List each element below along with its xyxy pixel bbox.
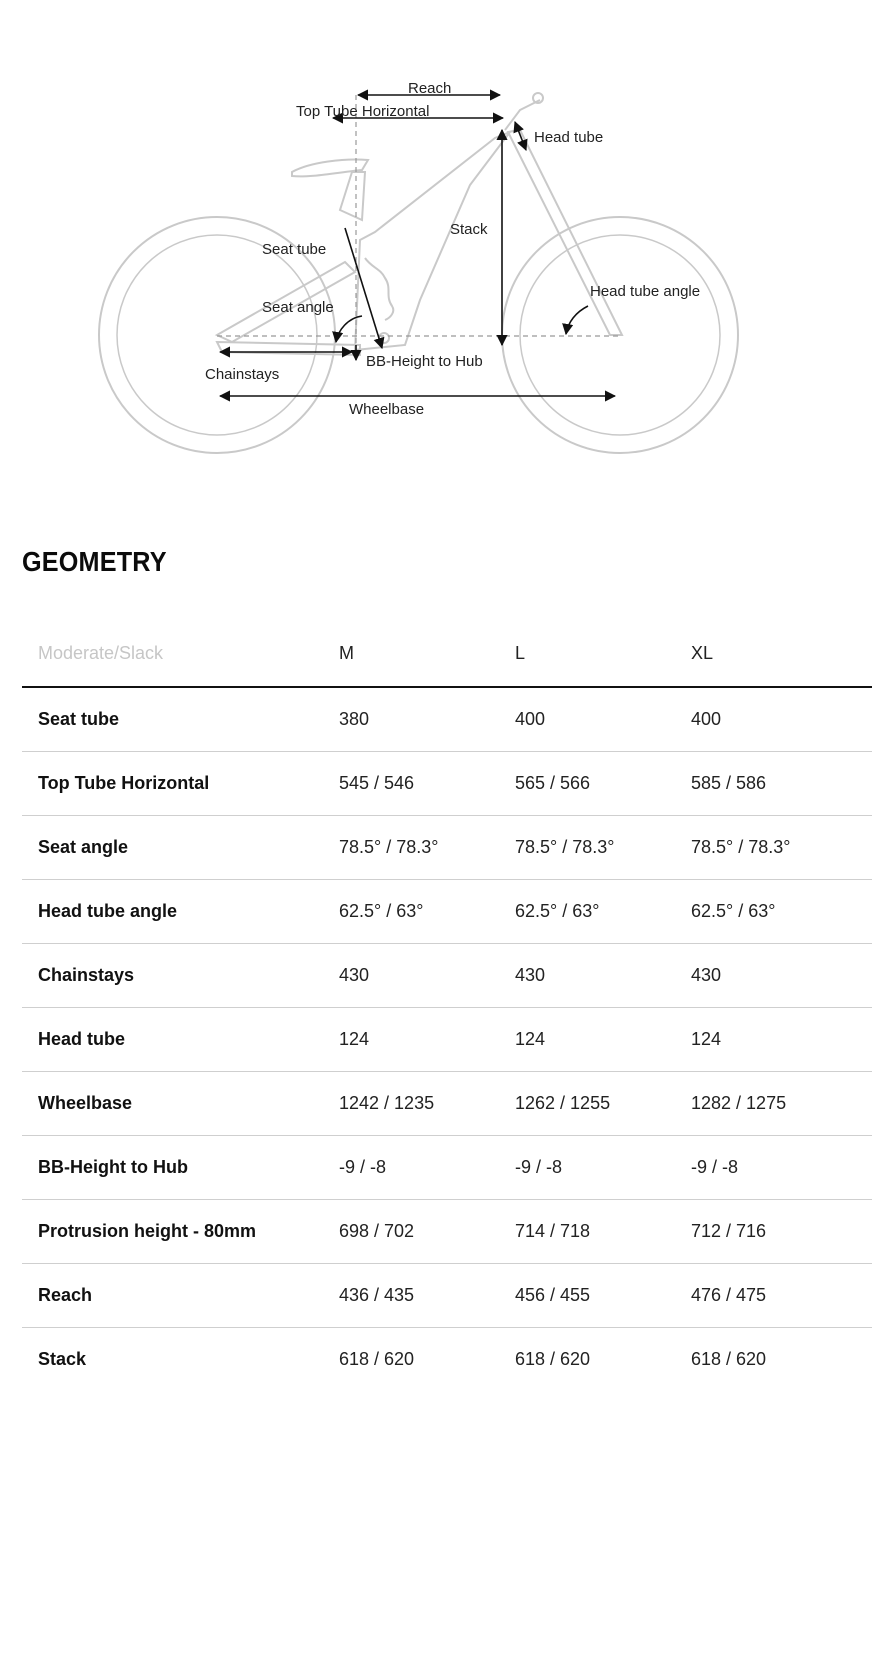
row-value: 1262 / 1255 — [515, 1093, 611, 1113]
row-value: -9 / -8 — [339, 1157, 387, 1177]
row-value: 430 — [691, 965, 722, 985]
top-tube-label: Top Tube Horizontal — [296, 103, 430, 120]
row-value: 618 / 620 — [691, 1349, 767, 1369]
chainstays-label: Chainstays — [205, 366, 280, 383]
row-label: Wheelbase — [38, 1093, 133, 1113]
row-label: Reach — [38, 1285, 93, 1305]
row-value: 430 — [515, 965, 546, 985]
row-value: 78.5° / 78.3° — [515, 837, 615, 857]
geometry-table — [22, 620, 872, 1391]
seat-post — [340, 172, 365, 220]
row-value: -9 / -8 — [691, 1157, 739, 1177]
row-label: Top Tube Horizontal — [38, 773, 210, 793]
seat-angle-label: Seat angle — [262, 299, 334, 316]
table-row — [22, 816, 872, 880]
frame-front — [355, 132, 510, 350]
reach-label: Reach — [408, 80, 452, 97]
row-value: 456 / 455 — [515, 1285, 591, 1305]
row-value: 78.5° / 78.3° — [691, 837, 791, 857]
stack-label: Stack — [450, 221, 488, 238]
bike-illustration — [0, 0, 895, 500]
section-title: GEOMETRY — [22, 546, 167, 577]
row-label: BB-Height to Hub — [38, 1157, 188, 1177]
header-variant-label: Moderate/Slack — [38, 642, 164, 663]
table-body — [22, 688, 872, 1391]
header-size-m: M — [339, 642, 354, 663]
row-value: 62.5° / 63° — [515, 901, 600, 921]
row-value: 1282 / 1275 — [691, 1093, 787, 1113]
row-value: 476 / 475 — [691, 1285, 767, 1305]
row-value: 62.5° / 63° — [691, 901, 776, 921]
head-tube-label: Head tube — [534, 129, 604, 146]
wheelbase-label: Wheelbase — [349, 401, 425, 418]
table-row — [22, 1136, 872, 1200]
row-label: Chainstays — [38, 965, 135, 985]
row-value: 545 / 546 — [339, 773, 415, 793]
row-value: 698 / 702 — [339, 1221, 415, 1241]
header-size-xl: XL — [691, 642, 714, 663]
shock-spring — [365, 258, 393, 320]
row-value: 585 / 586 — [691, 773, 767, 793]
row-value: 714 / 718 — [515, 1221, 591, 1241]
geometry-diagram — [0, 0, 895, 500]
seat-tube-label: Seat tube — [262, 241, 327, 258]
table-row — [22, 1008, 872, 1072]
row-value: 1242 / 1235 — [339, 1093, 435, 1113]
row-value: 62.5° / 63° — [339, 901, 424, 921]
header-size-l: L — [515, 642, 526, 663]
table-row — [22, 752, 872, 816]
row-value: 400 — [515, 709, 546, 729]
table-row — [22, 1200, 872, 1264]
row-value: 124 — [515, 1029, 546, 1049]
row-value: -9 / -8 — [515, 1157, 563, 1177]
row-label: Seat angle — [38, 837, 129, 857]
table-row — [22, 1328, 872, 1391]
table-row — [22, 688, 872, 752]
row-label: Protrusion height - 80mm — [38, 1221, 257, 1241]
row-label: Stack — [38, 1349, 87, 1369]
row-label: Head tube — [38, 1029, 126, 1049]
chain-stay — [217, 342, 360, 355]
stem — [505, 100, 540, 130]
table-row — [22, 1072, 872, 1136]
row-value: 380 — [339, 709, 370, 729]
table-row — [22, 944, 872, 1008]
row-label: Seat tube — [38, 709, 120, 729]
table-header — [22, 620, 872, 688]
bb-height-label: BB-Height to Hub — [366, 353, 483, 370]
row-value: 430 — [339, 965, 370, 985]
head-tube-angle-label: Head tube angle — [590, 283, 701, 300]
table-row — [22, 880, 872, 944]
row-label: Head tube angle — [38, 901, 178, 921]
row-value: 565 / 566 — [515, 773, 591, 793]
row-value: 400 — [691, 709, 722, 729]
row-value: 618 / 620 — [339, 1349, 415, 1369]
table-row — [22, 1264, 872, 1328]
row-value: 124 — [339, 1029, 370, 1049]
row-value: 618 / 620 — [515, 1349, 591, 1369]
row-value: 124 — [691, 1029, 722, 1049]
row-value: 78.5° / 78.3° — [339, 837, 439, 857]
row-value: 436 / 435 — [339, 1285, 415, 1305]
row-value: 712 / 716 — [691, 1221, 767, 1241]
